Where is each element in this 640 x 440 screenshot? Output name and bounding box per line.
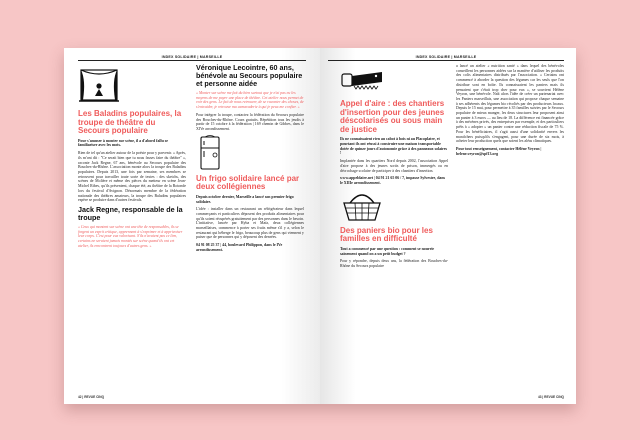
article-body: Implantée dans les quartiers Nord depuis 2002, l'association Appel d'aire propose à des jeunes sortis de prison, immergés ou en décrochage scolaire de participer à des chantiers d'insertion. — [340, 159, 448, 173]
interview-heading: Véronique Lecointre, 60 ans, bénévole au Secours populaire et personne aidée — [196, 63, 303, 88]
article-heading: Des paniers bio pour les familles en difficulté — [340, 225, 433, 244]
theatre-stage-icon — [78, 66, 120, 106]
practical-info: www.appeldaire.net | 04 91 21 65 06 / 7, impasse Sylvestre, dans le XIIIe arrondissement. — [340, 176, 446, 185]
interview-heading: Jack Regne, responsable de la troupe — [78, 204, 183, 222]
basket-icon — [340, 189, 384, 223]
article-heading: Les Baladins populaires, la troupe de théâtre du Secours populaire — [78, 109, 182, 136]
practical-info: Pour tout renseignement, contacter Hélène Veyron | helene.veyron@spf13.org — [456, 146, 542, 156]
left-column-1 — [78, 64, 186, 251]
practical-info: Pour intégrer la troupe, contactez la fédération du Secours populaire des Bouches-du-Rhône. Cours gratuits. Répétition tous les jeudis à partir de 15 octobre à la fédération | 169 chemin de Gibbes, dans le XIVe arrondissement. — [196, 112, 304, 131]
article-body: L'idée : installer dans un restaurant un réfrigérateur dans lequel commerçants et particuliers déposent des produits alimentaires pour qu'ils soient récupérés gratuitement par des personnes dans le besoin. L'initiative, lancée par Hyba et Maïa, deux collégiennes marseillaises, commence à porter ses fruits même s'il y a, selon le restaurant qui héberge le frigo, beaucoup plus de gens qui viennent y puiser que de personnes qui y déposent des denrées. — [196, 207, 304, 240]
article-lead: Pour s'amuser à monter sur scène, il a d'abord fallu se familiariser avec les mots. — [78, 138, 168, 148]
right-column-2 — [456, 64, 564, 159]
page-footer: 43 | REVUE CINQ — [537, 395, 564, 399]
article-lead: Tout a commencé par une question : comment se nourrir sainement quand on a un petit budget ? — [340, 246, 435, 256]
page-header: INDEX SOLIDAIRE | MARSEILLE — [328, 55, 564, 61]
article-heading: Appel d'aire : des chantiers d'insertion pour des jeunes déscolarisés ou sous main de justice — [340, 99, 445, 134]
article-body: Pour y répondre, depuis deux ans, la fédération des Bouches-du-Rhône du Secours populaire — [340, 259, 448, 268]
article-body: Rien de tel qu'un atelier autour de la poésie pour y parvenir. « Après, ils m'ont dit : "Ce serait bien que tu nous fasses faire du théâtre" », raconte Jack Regne, 67 ans, bénévole au Secours populaire des Bouches-du-Rhône. L'association monte alors la troupe des Baladins populaires. Depuis 2013, une fois par semaine, ses membres se retrouvent pour travailler toute sorte de textes : des sketchs, des scènes de Molière et même des pièces du metteur en scène Jean-Michel Ribes, qu'ils présentent, chaque été, au théâtre de la Rotonde lors du festival d'Avignon. Désormais membre de la fédération nationale des théâtres amateurs, la troupe des Baladins populaires espère se produire dans d'autres festivals. — [78, 151, 186, 203]
right-column-1 — [340, 64, 448, 272]
magazine-spread — [64, 48, 576, 404]
article-body: a lancé un atelier « nutrition santé » dans lequel des bénévoles conseillent les personnes aidées sur la manière d'utiliser les produits des colis alimentaires distribués par l'association. « Certains ont commencé à aborder la question des légumes car les seuls que l'on distribue sont en boîte. Ils connaissaient les paniers mais ils pensaient que c'était trop cher pour eux », se souvient Hélène Veyron, une bénévole. Naît alors l'idée de créer un partenariat avec les Paniers marseillais, une association qui propose chaque semaine à ses adhérents des légumes bio récoltés par des producteurs locaux. Depuis le 15 mai, pour permettre à 35 familles suivies par le Secours populaire de mieux manger, les deux structures leur proposent ainsi un panier à 3 euros — au lieu de 18. La différence est financée grâce à des mécènes privés, des entreprises par exemple, et des particuliers prêts à « adopter » un panier contre une réduction fiscale de 75 %. Pour les bénéficiaires, il s'agit aussi d'une solidarité envers les maraîchers puisqu'ils s'engagent, pour une durée de six mois, à acheter leur production quels que soient les aléas climatiques. — [456, 64, 564, 144]
article-lead: Ils ne connaissaient rien au cabot à bois ni au Placoplatre, et pourtant ils ont réussi à construire une maison transportable dotée de quinze jours d'autonomie grâce à des panneaux solaires ! — [340, 137, 448, 156]
right-page — [320, 48, 576, 404]
interview-quote: « Ceux qui montent sur scène ont une tête de responsables, ils se forgent un esprit critique, apprennent à s'exprimer et à apprivoiser leur corps. C'est pour eux valorisant. S'ils n'avaient pas ce lien, certains ne seraient jamais montés sur scène quand ils ont cet atelier, ils rencontrent toujours d'autres gens. » — [78, 224, 183, 248]
left-page — [64, 48, 320, 404]
page-footer: 42 | REVUE CINQ — [78, 395, 105, 399]
article-heading: Un frigo solidaire lancé par deux collégiennes — [196, 173, 300, 192]
article-lead: Depuis octobre dernier, Marseille a lancé son premier frigo solidaire. — [196, 194, 294, 204]
saw-icon — [340, 66, 384, 96]
interview-quote: « Monter sur scène me fait du bien surtout que je n'ai pas eu les moyens de me payer une place de théâtre. Cet atelier nous permet de voir des gens. Le fait de nous retrouver, de se raconter des choses, de s'entraider, je retrouve ma camaraderie à qui je peux me confier. » — [196, 91, 304, 110]
page-header: INDEX SOLIDAIRE | MARSEILLE — [78, 55, 306, 61]
fridge-icon — [196, 135, 224, 171]
left-column-2 — [196, 64, 304, 256]
practical-info: 04 91 08 25 37 | 44, boulevard Philippon, dans le IVe arrondissement. — [196, 243, 283, 252]
